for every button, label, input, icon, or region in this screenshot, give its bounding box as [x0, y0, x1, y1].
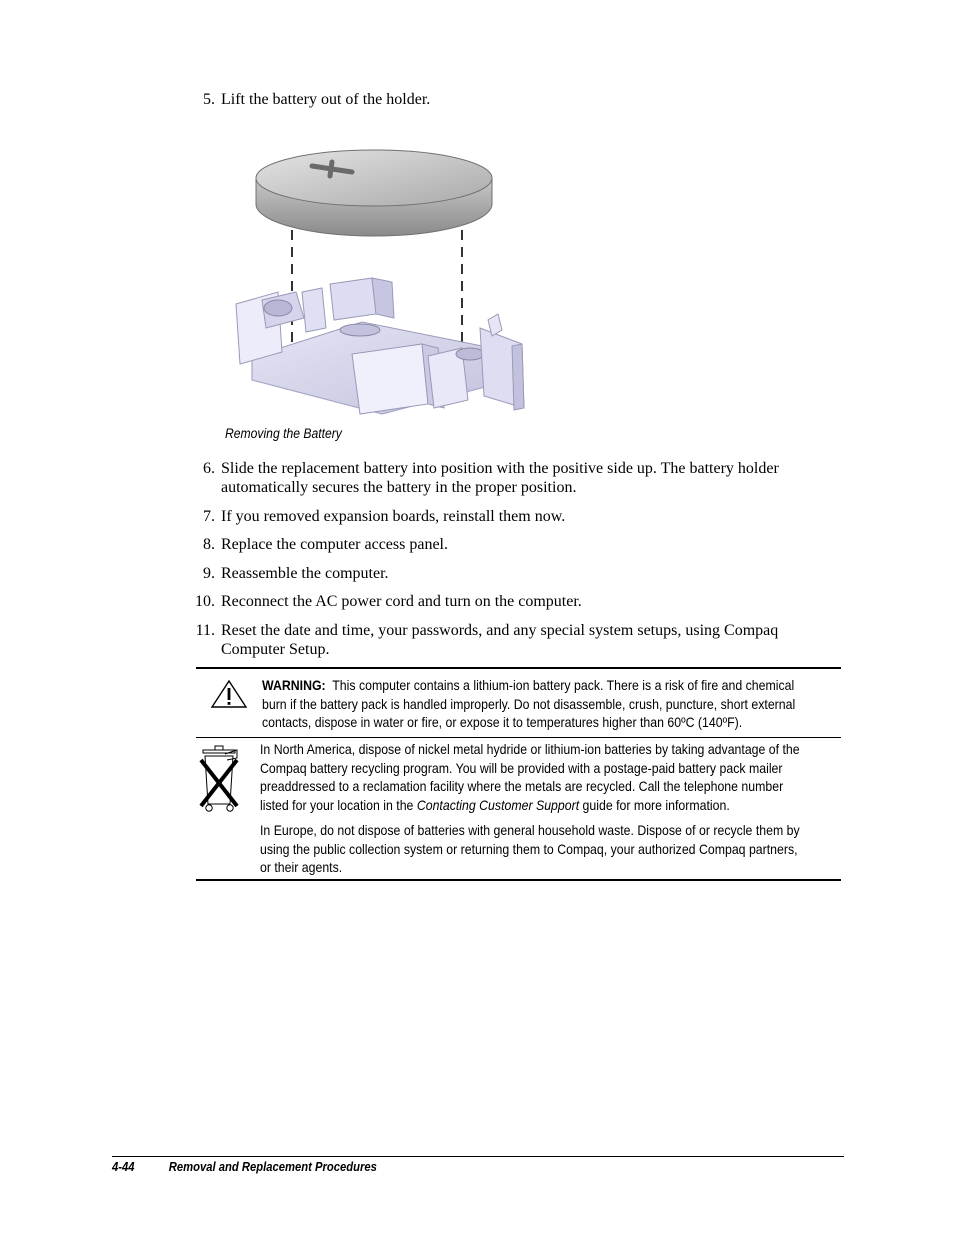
step-8: [203, 535, 448, 554]
warning-top-rule: [196, 667, 841, 669]
step-5: [203, 90, 431, 109]
step-10: [195, 592, 582, 611]
step-text-line: Computer Setup.: [221, 641, 330, 658]
recycling-paragraph-europe: [260, 821, 806, 877]
recycling-line: Compaq battery recycling program. You will be provided with a postage-paid battery pack mailer: [260, 759, 783, 776]
crossed-out-bin-icon: [197, 744, 243, 821]
page-number: 4-44: [112, 1160, 135, 1174]
step-text: If you removed expansion boards, reinstall them now.: [221, 508, 566, 525]
footer-rule: [112, 1156, 844, 1157]
step-text-line: automatically secures the battery in the proper position.: [221, 479, 577, 496]
step-text: Reconnect the AC power cord and turn on the computer.: [221, 593, 582, 610]
page-footer: [112, 1160, 377, 1174]
guide-title: Contacting Customer Support: [416, 796, 580, 813]
step-number: 11.: [195, 622, 215, 639]
step-number: 9.: [203, 565, 215, 582]
step-number: 10.: [195, 593, 215, 610]
battery-and-holder-illustration: [222, 142, 540, 424]
recycling-line: preaddressed to a reclamation facility where the metals are recycled. Call the telephone number: [260, 778, 784, 794]
recycling-line: In Europe, do not dispose of batteries with general household waste. Dispose of or recycle them by: [260, 822, 800, 838]
figure-caption: Removing the Battery: [225, 426, 342, 441]
step-number: 5.: [203, 91, 215, 108]
step-text-line: Reset the date and time, your passwords, and any special system setups, using Compaq: [221, 622, 779, 639]
step-number: 6.: [203, 460, 215, 477]
battery-figure: [222, 142, 540, 424]
warning-label: WARNING:: [262, 677, 326, 693]
warning-text: [262, 676, 808, 732]
step-number: 7.: [203, 508, 215, 525]
warning-bottom-rule: [196, 737, 841, 738]
warning-line: burn if the battery pack is handled improperly. Do not disassemble, crush, puncture, short external: [262, 695, 796, 712]
recycling-line: or their agents.: [260, 859, 343, 875]
step-text: Reassemble the computer.: [221, 565, 389, 582]
warning-line: contacts, dispose in water or fire, or expose it to temperatures higher than 60ºC (140ºF).: [262, 714, 743, 730]
warning-line: WARNING: This computer contains a lithium-ion battery pack. There is a risk of fire and chemical: [262, 677, 795, 693]
step-text: Replace the computer access panel.: [221, 536, 448, 553]
recycling-paragraph-north-america: [260, 740, 806, 814]
step-7: [203, 507, 566, 526]
warning-triangle-icon: [210, 679, 248, 714]
chapter-title: Removal and Replacement Procedures: [168, 1160, 377, 1174]
step-text: Lift the battery out of the holder.: [221, 91, 431, 108]
step-text-line: Slide the replacement battery into position with the positive side up. The battery holder: [221, 460, 779, 477]
step-11: [195, 621, 779, 659]
step-9: [203, 564, 389, 583]
step-6: [203, 459, 779, 497]
recycling-bottom-rule: [196, 879, 841, 881]
recycling-line: using the public collection system or returning them to Compaq, your authorized Compaq partners,: [260, 840, 798, 857]
step-number: 8.: [203, 536, 215, 553]
recycling-line: listed for your location in the Contacting Customer Support guide for more information.: [260, 796, 730, 813]
recycling-line: In North America, dispose of nickel metal hydride or lithium-ion batteries by taking advantage of the: [260, 741, 800, 757]
